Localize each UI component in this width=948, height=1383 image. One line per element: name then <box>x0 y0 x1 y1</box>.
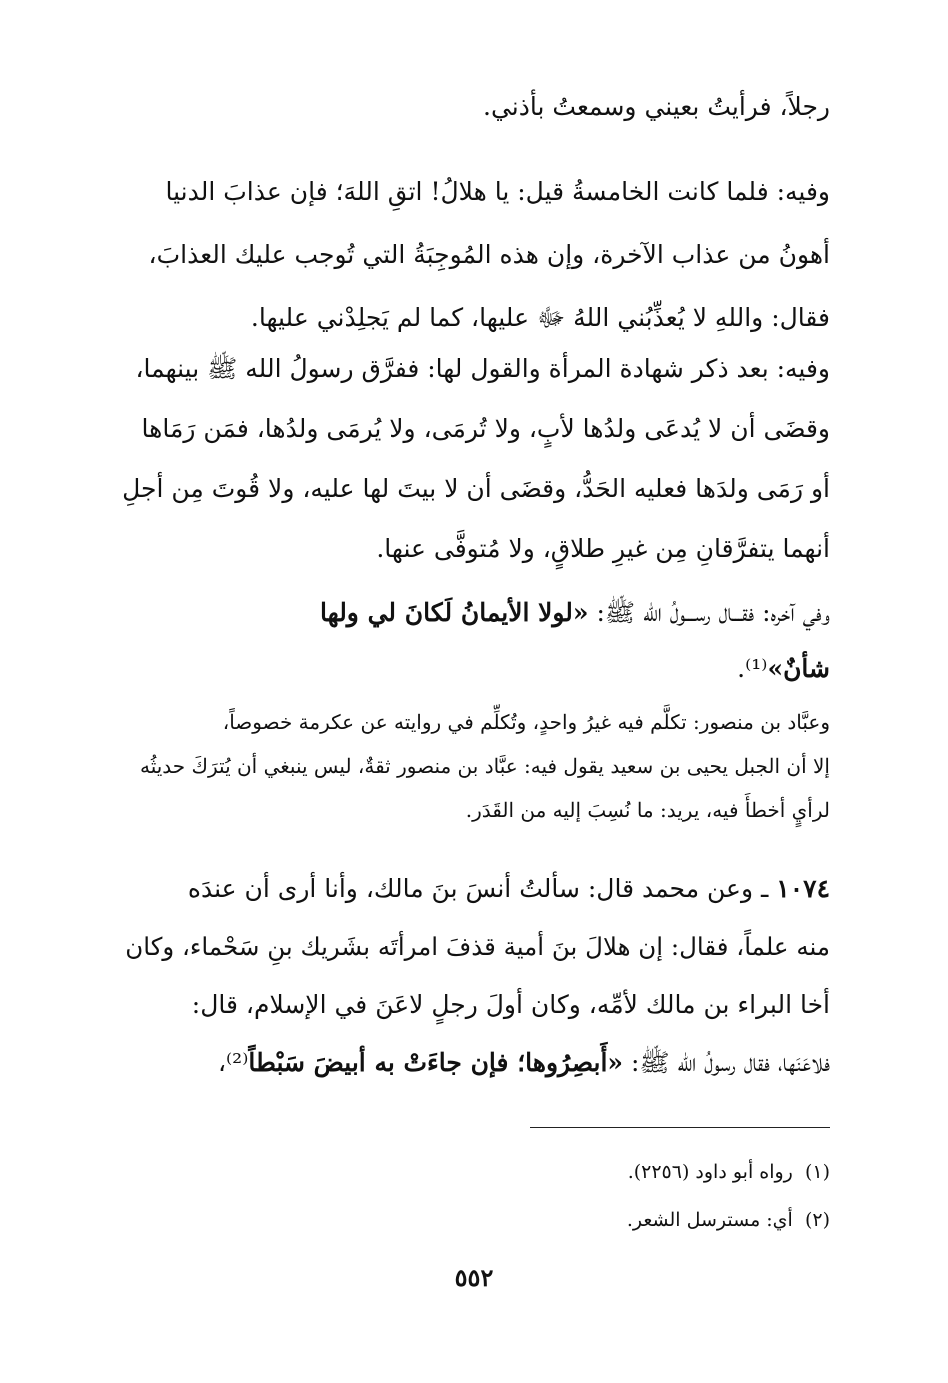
paragraph-1 <box>118 92 830 121</box>
text-run: وفي آخره: فقـــال رســـولُ الله ﷺ: <box>588 598 830 627</box>
text-line: رجلاً، فرأيتُ بعيني وسمعتُ بأذني. <box>483 92 830 121</box>
text-line <box>118 641 830 697</box>
footnote-text: رواه أبو داود (٢٢٥٦). <box>627 1161 793 1183</box>
text-line: وقضَى أن لا يُدعَى ولدُها لأبٍ، ولا تُرمَى، ولا يُرمَى ولدُها، فمَن رَمَاها <box>141 414 830 443</box>
footnote-separator <box>530 1127 830 1128</box>
paragraph-2 <box>118 160 830 349</box>
text-line: وفيه: فلما كانت الخامسةُ قيل: يا هلالُ! اتقِ اللهَ؛ فإن عذابَ الدنيا <box>165 177 830 206</box>
text-line <box>118 585 830 641</box>
prophetic-quote: شأنٌ» <box>767 654 830 683</box>
text-line: إلا أن الجبل يحيى بن سعيد يقول فيه: عبَّاد بن منصور ثقةٌ، ليس ينبغي أن يُترَكَ حديثُه <box>139 754 830 778</box>
footnote-marker: (٢) <box>804 1209 830 1231</box>
footnote-1 <box>118 1148 830 1196</box>
text-run: فلاعَنَها، فقال رسولُ الله ﷺ: <box>623 1048 830 1077</box>
footnote-2 <box>118 1196 830 1244</box>
text-line: أو رَمَى ولدَها فعليه الحَدُّ، وقضَى أن لا بيتَ لها عليه، ولا قُوتَ مِن أجلِ <box>122 474 830 503</box>
footnotes <box>118 1148 830 1244</box>
page-number: ٥٥٢ <box>454 1263 494 1292</box>
footnote-text: أي: مسترسل الشعر. <box>626 1209 793 1231</box>
text-line <box>118 860 830 918</box>
text-line: أخا البراء بن مالك لأمِّه، وكان أولَ رجلٍ لاعَنَ في الإسلام، قال: <box>191 990 830 1019</box>
text-line: وعبَّاد بن منصور: تكلَّم فيه غيرُ واحدٍ، وتُكلِّم في روايته عن عكرمة خصوصاً، <box>222 710 830 734</box>
paragraph-4 <box>118 585 830 697</box>
text-line <box>118 1034 830 1092</box>
footnote-ref: ⁽¹⁾. <box>737 654 768 683</box>
paragraph-3 <box>118 339 830 579</box>
hadith-1074 <box>118 860 830 1092</box>
footnote-ref: ⁽²⁾، <box>217 1048 249 1077</box>
prophetic-quote: «لولا الأيمانُ لَكانَ لي ولها <box>320 598 589 627</box>
prophetic-quote: «أَبصِرُوها؛ فإن جاءَتْ به أبيضَ سَبْطاً <box>248 1048 624 1077</box>
text-line: منه علماً، فقال: إن هلالَ بنَ أمية قذفَ امرأتَه بشَريك بنِ سَحْماء، وكان <box>125 932 830 961</box>
text-line: وفيه: بعد ذكر شهادة المرأة والقول لها: ففرَّق رسولُ الله ﷺ بينهما، <box>135 354 830 383</box>
text-line: أهونُ من عذاب الآخرة، وإن هذه المُوجِبَةُ التي تُوجب عليك العذابَ، <box>148 240 830 269</box>
footnote-marker: (١) <box>804 1161 830 1183</box>
text-line: فقال: واللهِ لا يُعذِّبُني اللهُ ﷻ عليها، كما لم يَجلِدْني عليها. <box>250 303 830 332</box>
text-line: لرأيٍ أخطأَ فيه، يريد: ما نُسِبَ إليه من القَدَر. <box>465 798 830 822</box>
commentary <box>118 700 830 832</box>
hadith-number: ١٠٧٤ <box>776 874 830 903</box>
text-run: ـ وعن محمد قال: سألتُ أنسَ بنَ مالك، وأنا أرى أن عندَه <box>187 874 777 903</box>
text-line: أنهما يتفرَّقانِ مِن غيرِ طلاقٍ، ولا مُتوفَّى عنها. <box>376 534 830 563</box>
